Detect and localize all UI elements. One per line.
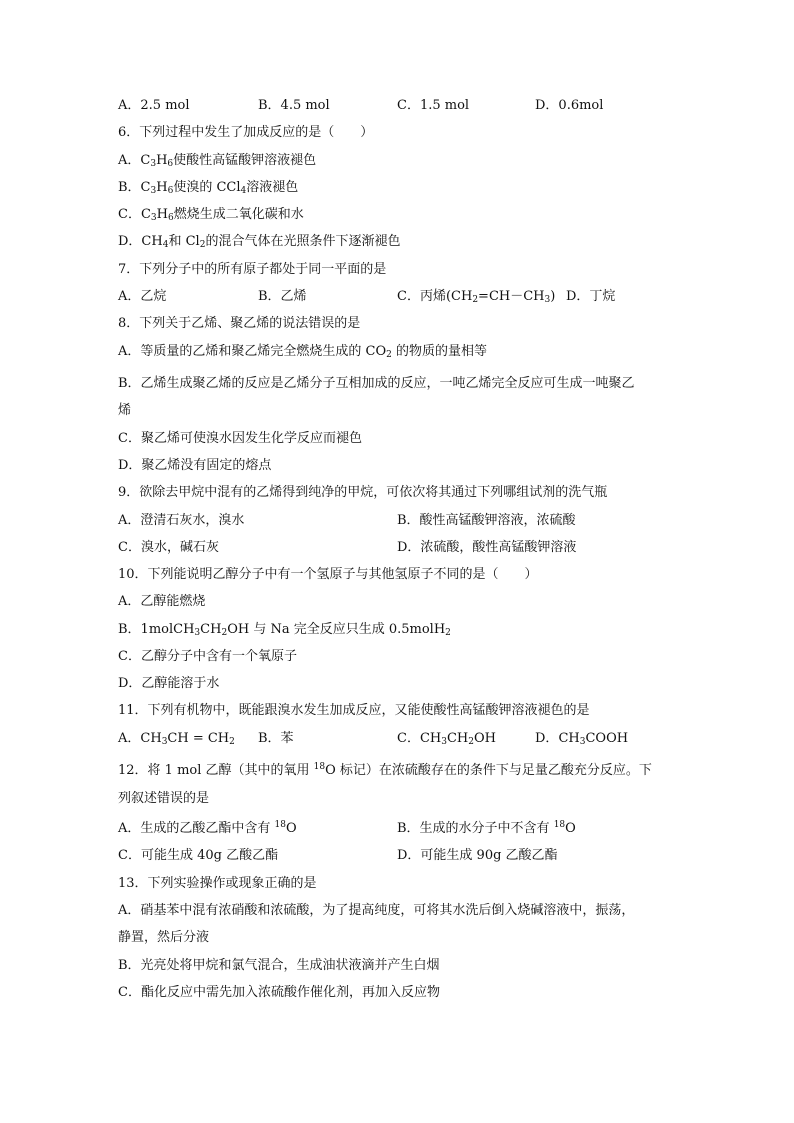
q12-option-b: B．生成的水分子中不含有 $^{18}$O <box>397 820 576 836</box>
q11-stem: 11．下列有机物中，既能跟溴水发生加成反应，又能使酸性高锰酸钾溶液褪色的是 <box>118 703 590 718</box>
q7-stem: 7．下列分子中的所有原子都处于同一平面的是 <box>118 262 387 277</box>
q10-option-c: C．乙醇分子中含有一个氧原子 <box>118 649 297 664</box>
q5-option-d: D．0.6mol <box>535 98 604 113</box>
q8-option-b-line1: B．乙烯生成聚乙烯的反应是乙烯分子互相加成的反应，一吨乙烯完全反应可生成一吨聚乙 <box>118 376 635 391</box>
q8-option-d: D．聚乙烯没有固定的熔点 <box>118 458 272 473</box>
q7-option-a: A．乙烷 <box>118 289 167 304</box>
q13-option-a-line2: 静置，然后分液 <box>118 930 210 945</box>
q13-option-a-line1: A．硝基苯中混有浓硝酸和浓硫酸，为了提高纯度，可将其水洗后倒入烧碱溶液中，振荡， <box>118 903 635 918</box>
q5-option-b: B．4.5 mol <box>258 98 330 113</box>
q8-option-a: A．等质量的乙烯和聚乙烯完全燃烧生成的 $CO_2$ 的物质的量相等 <box>118 344 488 360</box>
q12-stem-line2: 列叙述错误的是 <box>118 791 210 806</box>
q6-option-d: D．$CH_4$和 $Cl_2$的混合气体在光照条件下逐渐褪色 <box>118 234 401 250</box>
q5-option-a: A．2.5 mol <box>118 98 190 113</box>
q7-option-b: B．乙烯 <box>258 289 307 304</box>
q9-option-c: C．溴水，碱石灰 <box>118 540 219 555</box>
q8-option-b-line2: 烯 <box>118 403 132 418</box>
q7-option-d: D．丁烷 <box>566 289 616 304</box>
q12-option-c: C．可能生成 40g 乙酸乙酯 <box>118 848 279 863</box>
q12-stem-line1: 12．将 1 mol 乙醇（其中的氧用 $^{18}$O 标记）在浓硫酸存在的条件下与足量乙酸充分反应。下 <box>118 762 652 778</box>
q12-option-d: D．可能生成 90g 乙酸乙酯 <box>397 848 558 863</box>
q6-option-a: A．$C_3H_6$使酸性高锰酸钾溶液褪色 <box>118 153 317 169</box>
q12-option-a: A．生成的乙酸乙酯中含有 $^{18}$O <box>118 820 297 836</box>
q9-option-d: D．浓硫酸，酸性高锰酸钾溶液 <box>397 540 577 555</box>
q7-option-c: C．丙烯$(CH_2=CH-CH_3)$ <box>397 289 556 305</box>
q13-option-c: C．酯化反应中需先加入浓硫酸作催化剂，再加入反应物 <box>118 985 440 1000</box>
q11-option-a: A．$CH_3CH = CH_2$ <box>118 731 235 747</box>
q11-option-d: D．$CH_3COOH$ <box>535 731 629 747</box>
q6-option-b: B．$C_3H_6$使溴的 CCl$_4$溶液褪色 <box>118 180 299 196</box>
q6-option-c: C．$C_3H_6$燃烧生成二氧化碳和水 <box>118 207 304 223</box>
q11-option-c: C．$CH_3CH_2OH$ <box>397 731 497 747</box>
q9-stem: 9．欲除去甲烷中混有的乙烯得到纯净的甲烷，可依次将其通过下列哪组试剂的洗气瓶 <box>118 485 608 500</box>
q13-option-b: B．光亮处将甲烷和氯气混合，生成油状液滴并产生白烟 <box>118 958 440 973</box>
q6-stem: 6．下列过程中发生了加成反应的是（ ） <box>118 125 374 140</box>
q9-option-b: B．酸性高锰酸钾溶液，浓硫酸 <box>397 513 576 528</box>
q10-stem: 10．下列能说明乙醇分子中有一个氢原子与其他氢原子不同的是（ ） <box>118 567 538 582</box>
q8-stem: 8．下列关于乙烯、聚乙烯的说法错误的是 <box>118 316 361 331</box>
q5-option-c: C．1.5 mol <box>397 98 470 113</box>
q10-option-b: B．$1molCH_3CH_2OH$ 与 Na 完全反应只生成 0.5molH$_2$ <box>118 622 451 638</box>
q13-stem: 13．下列实验操作或现象正确的是 <box>118 876 317 891</box>
q11-option-b: B．苯 <box>258 731 294 746</box>
q10-option-d: D．乙醇能溶于水 <box>118 676 220 691</box>
q10-option-a: A．乙醇能燃烧 <box>118 594 206 609</box>
q8-option-c: C．聚乙烯可使溴水因发生化学反应而褪色 <box>118 431 362 446</box>
q9-option-a: A．澄清石灰水，溴水 <box>118 513 245 528</box>
